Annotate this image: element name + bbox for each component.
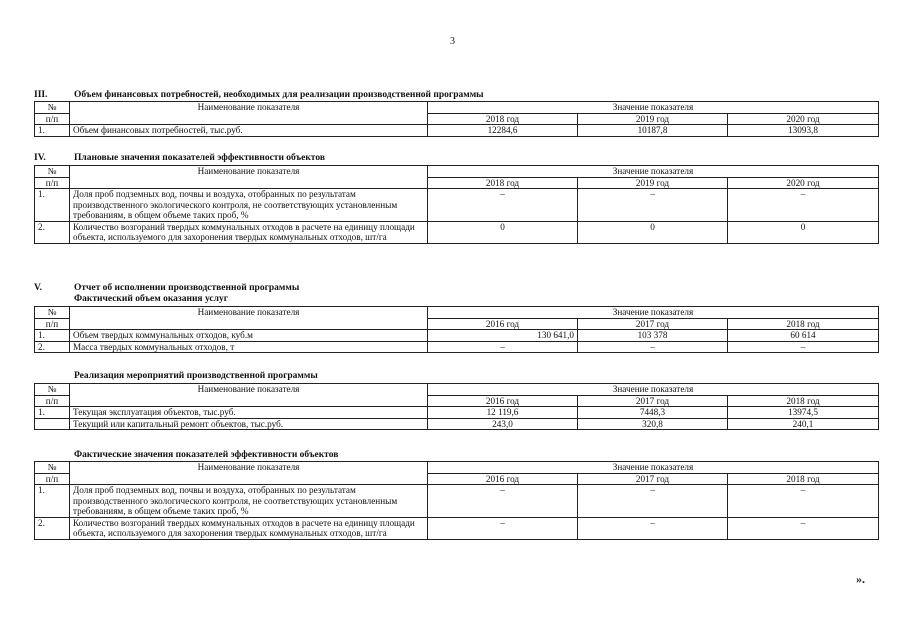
row-value: – (728, 517, 879, 539)
page-number: 3 (450, 36, 455, 47)
row-value: – (428, 341, 578, 353)
header-num-sub: п/п (35, 473, 70, 485)
row-value: 10187,8 (578, 125, 728, 137)
section-3-heading (34, 90, 484, 100)
row-num: 2. (35, 341, 70, 353)
row-num: 1. (35, 189, 70, 222)
year-header: 2016 год (428, 473, 578, 485)
header-num: № (35, 384, 70, 396)
header-name: Наименование показателя (70, 307, 428, 330)
section-title: Объем финансовых потребностей, необходимых для реализации производственной программы (74, 90, 484, 100)
row-value: 243,0 (428, 418, 578, 430)
row-value: – (728, 341, 879, 353)
table-row (35, 221, 879, 243)
row-value: 13093,8 (728, 125, 879, 137)
header-value: Значение показателя (428, 307, 879, 319)
financial-needs-table (34, 101, 879, 137)
row-num: 2. (35, 221, 70, 243)
row-value: – (578, 189, 728, 222)
header-num-sub: п/п (35, 395, 70, 407)
row-name: Количество возгораний твердых коммунальных отходов в расчете на единицу площади объекта, используемого для захоронения твердых коммунальных отходов, шт/га (70, 517, 428, 539)
row-value: – (728, 189, 879, 222)
row-value: 0 (728, 221, 879, 243)
header-num: № (35, 307, 70, 319)
row-num: 1. (35, 125, 70, 137)
year-header: 2018 год (428, 177, 578, 189)
row-name: Объем твердых коммунальных отходов, куб.м (70, 330, 428, 342)
row-value: – (428, 485, 578, 518)
header-num: № (35, 166, 70, 178)
header-num-sub: п/п (35, 177, 70, 189)
row-num: 1. (35, 407, 70, 419)
header-name: Наименование показателя (70, 384, 428, 407)
header-name: Наименование показателя (70, 462, 428, 485)
row-value: 60 614 (728, 330, 879, 342)
row-value: – (428, 517, 578, 539)
closing-quote-mark: ». (856, 572, 865, 586)
header-name: Наименование показателя (70, 166, 428, 189)
row-value: – (578, 341, 728, 353)
table-row (35, 341, 879, 353)
row-name: Количество возгораний твердых коммунальных отходов в расчете на единицу площади объекта, используемого для захоронения твердых коммунальных отходов, шт/га (70, 221, 428, 243)
header-num-sub: п/п (35, 318, 70, 330)
row-num: 1. (35, 330, 70, 342)
year-header: 2018 год (728, 473, 879, 485)
table-row (35, 407, 879, 419)
row-name: Доля проб подземных вод, почвы и воздуха, отобранных по результатам производственного экологического контроля, не соответствующих установленным требованиям, в общем объеме таких проб, % (70, 485, 428, 518)
subsection-title: Реализация мероприятий производственной программы (74, 371, 318, 381)
row-value: – (428, 189, 578, 222)
header-num-sub: п/п (35, 113, 70, 125)
year-header: 2017 год (578, 395, 728, 407)
header-num: № (35, 102, 70, 114)
section-title: Отчет об исполнении производственной программы (74, 283, 300, 293)
actual-efficiency-table (34, 461, 879, 540)
row-value: – (578, 485, 728, 518)
row-value: 103 378 (578, 330, 728, 342)
subsection-title: Фактические значения показателей эффективности объектов (74, 450, 339, 460)
row-name: Масса твердых коммунальных отходов, т (70, 341, 428, 353)
year-header: 2019 год (578, 177, 728, 189)
row-num (35, 418, 70, 430)
section-title: Плановые значения показателей эффективности объектов (74, 153, 325, 163)
row-name: Доля проб подземных вод, почвы и воздуха, отобранных по результатам производственного экологического контроля, не соответствующих установленным требованиям, в общем объеме таких проб, % (70, 189, 428, 222)
header-value: Значение показателя (428, 102, 879, 114)
section-number: V. (34, 283, 43, 293)
row-value: – (578, 517, 728, 539)
section-5-heading (34, 283, 299, 293)
row-num: 1. (35, 485, 70, 518)
year-header: 2017 год (578, 473, 728, 485)
header-name: Наименование показателя (70, 102, 428, 125)
table-row (35, 485, 879, 518)
row-name: Объем финансовых потребностей, тыс.руб. (70, 125, 428, 137)
year-header: 2019 год (578, 113, 728, 125)
program-measures-table (34, 383, 879, 430)
year-header: 2018 год (428, 113, 578, 125)
subsection-title: Фактический объем оказания услуг (74, 294, 229, 304)
year-header: 2020 год (728, 177, 879, 189)
year-header: 2017 год (578, 318, 728, 330)
row-value: 12 119,6 (428, 407, 578, 419)
table-row (35, 189, 879, 222)
year-header: 2018 год (728, 318, 879, 330)
row-name: Текущий или капитальный ремонт объектов, тыс.руб. (70, 418, 428, 430)
table-row (35, 418, 879, 430)
year-header: 2016 год (428, 318, 578, 330)
header-value: Значение показателя (428, 384, 879, 396)
table-row (35, 330, 879, 342)
header-value: Значение показателя (428, 462, 879, 474)
row-value: 240,1 (728, 418, 879, 430)
header-num: № (35, 462, 70, 474)
header-value: Значение показателя (428, 166, 879, 178)
section-number: III. (34, 90, 48, 100)
row-value: 13974,5 (728, 407, 879, 419)
row-value: 0 (428, 221, 578, 243)
year-header: 2018 год (728, 395, 879, 407)
year-header: 2020 год (728, 113, 879, 125)
row-value: 130 641,0 (428, 330, 578, 342)
table-row (35, 125, 879, 137)
row-name: Текущая эксплуатация объектов, тыс.руб. (70, 407, 428, 419)
section-number: IV. (34, 153, 46, 163)
table-row (35, 517, 879, 539)
section-4-heading (34, 153, 325, 163)
row-value: 12284,6 (428, 125, 578, 137)
row-value: 7448,3 (578, 407, 728, 419)
actual-services-table (34, 306, 879, 353)
row-value: 0 (578, 221, 728, 243)
year-header: 2016 год (428, 395, 578, 407)
row-value: – (728, 485, 879, 518)
row-num: 2. (35, 517, 70, 539)
row-value: 320,8 (578, 418, 728, 430)
planned-efficiency-table (34, 165, 879, 244)
